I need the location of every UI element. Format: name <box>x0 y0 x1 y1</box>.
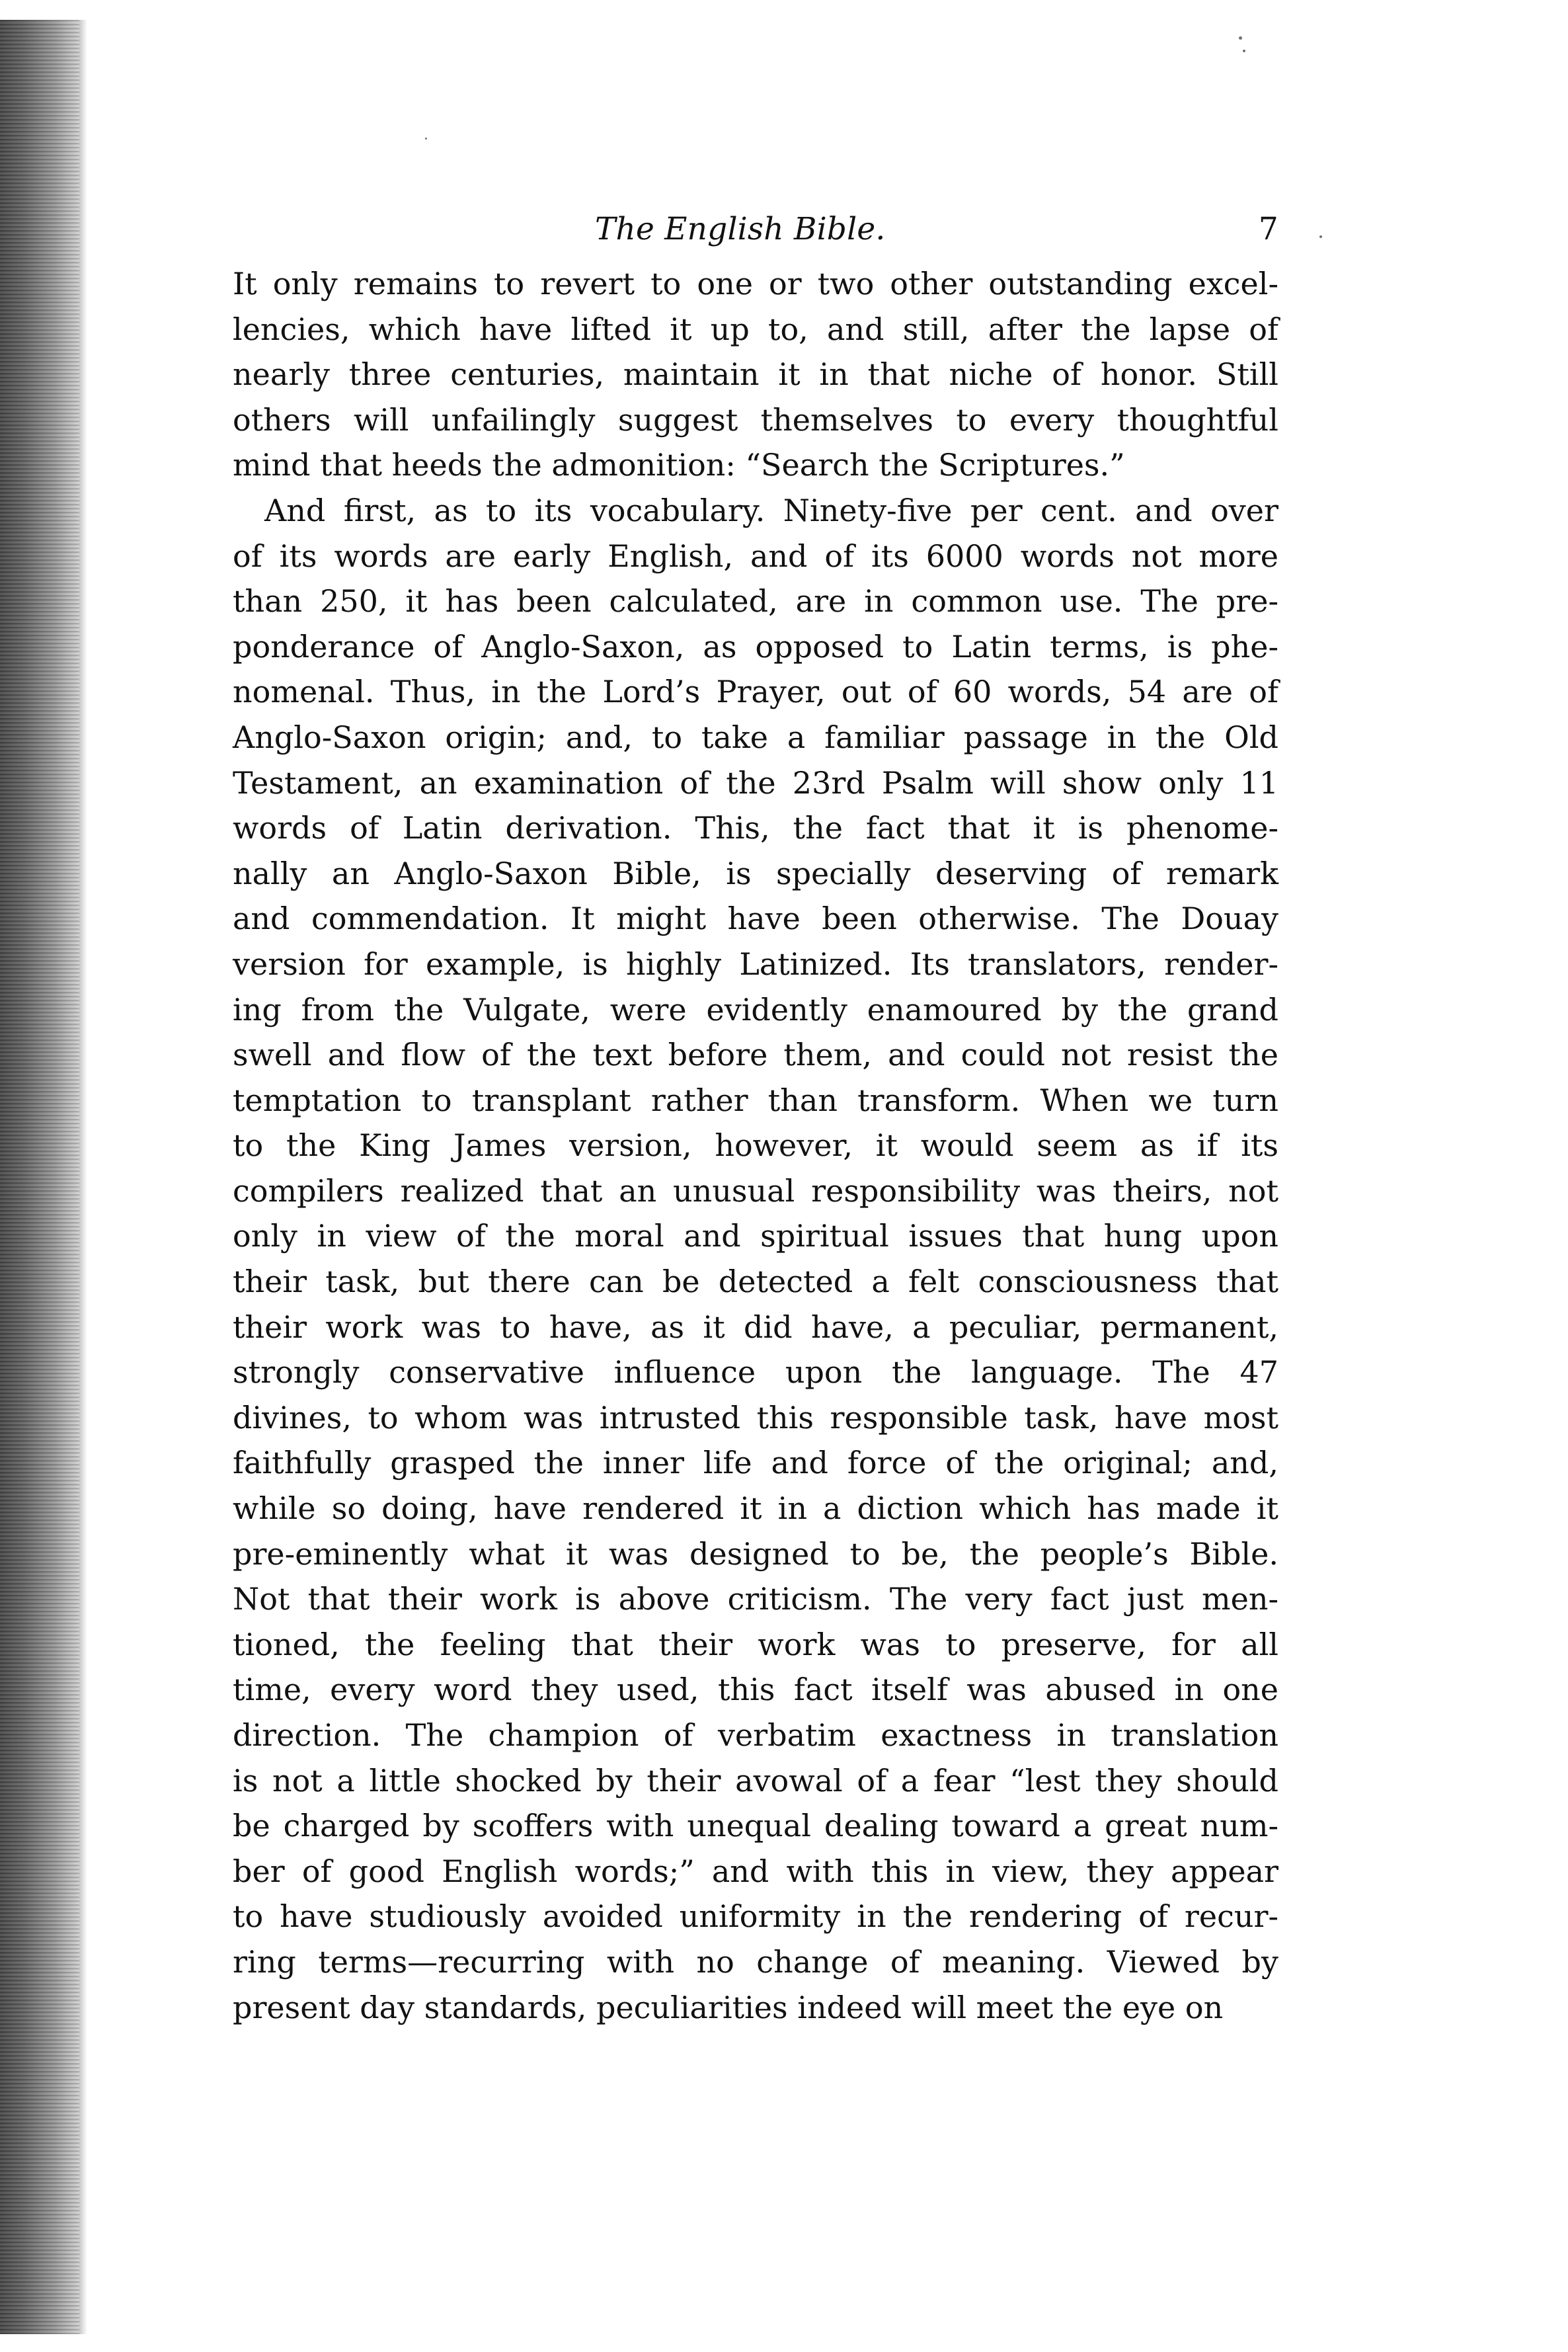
text-line: ber of good English words;” and with this in view, they appear <box>233 1853 1278 1889</box>
text-line: ponderance of Anglo-Saxon, as opposed to Latin terms, is phe- <box>233 628 1278 665</box>
text-line: only in view of the moral and spiritual issues that hung upon <box>233 1218 1278 1254</box>
scan-speck <box>1243 50 1245 52</box>
text-line: and commendation. It might have been otherwise. The Douay <box>233 901 1278 937</box>
running-title: The English Bible. <box>595 211 886 247</box>
text-line: be charged by scoffers with unequal dealing toward a great num- <box>233 1808 1278 1844</box>
page-number: 7 <box>1258 211 1278 247</box>
text-line: Anglo-Saxon origin; and, to take a familiar passage in the Old <box>233 719 1278 755</box>
text-line: present day standards, peculiarities indeed will meet the eye on <box>233 1989 1224 2025</box>
scan-speck <box>1319 235 1322 238</box>
text-line: nomenal. Thus, in the Lord’s Prayer, out of 60 words, 54 are of <box>233 674 1278 710</box>
paragraph-2 <box>233 488 1278 2030</box>
text-line: time, every word they used, this fact itself was abused in one <box>233 1672 1278 1708</box>
running-head <box>233 202 1278 257</box>
text-line: tioned, the feeling that their work was to preserve, for all <box>233 1626 1278 1662</box>
scan-binding-edge <box>0 20 79 2334</box>
text-line: words of Latin derivation. This, the fact that it is phenome- <box>233 810 1278 846</box>
text-line: version for example, is highly Latinized. Its translators, render- <box>233 946 1278 982</box>
text-line: Testament, an examination of the 23rd Psalm will show only 11 <box>233 764 1278 801</box>
text-line: of its words are early English, and of its 6000 words not more <box>233 538 1278 574</box>
text-line: temptation to transplant rather than transform. When we turn <box>233 1082 1278 1118</box>
scan-speck <box>425 138 427 140</box>
text-line: ring terms—recurring with no change of meaning. Viewed by <box>233 1943 1278 1980</box>
scan-speck <box>1239 36 1242 40</box>
text-line: direction. The champion of verbatim exactness in translation <box>233 1717 1278 1753</box>
text-line: to the King James version, however, it would seem as if its <box>233 1127 1278 1164</box>
text-line: swell and flow of the text before them, and could not resist the <box>233 1037 1278 1073</box>
text-line: divines, to whom was intrusted this responsible task, have most <box>233 1399 1278 1436</box>
text-line: mind that heeds the admonition: “Search the Scriptures.” <box>233 447 1125 483</box>
text-line: their task, but there can be detected a felt consciousness that <box>233 1264 1278 1300</box>
text-line: nally an Anglo-Saxon Bible, is specially deserving of remark <box>233 855 1278 891</box>
text-line: others will unfailingly suggest themselves to every thoughtful <box>233 401 1278 438</box>
text-line: pre-eminently what it was designed to be, the people’s Bible. <box>233 1535 1278 1572</box>
book-page <box>233 202 1278 2245</box>
text-line: is not a little shocked by their avowal of a fear “lest they should <box>233 1762 1278 1799</box>
text-line: while so doing, have rendered it in a diction which has made it <box>233 1490 1278 1527</box>
text-line: than 250, it has been calculated, are in common use. The pre- <box>233 583 1278 620</box>
body-text <box>233 261 1278 2030</box>
text-line: It only remains to revert to one or two other outstanding excel- <box>233 266 1278 302</box>
text-line: faithfully grasped the inner life and force of the original; and, <box>233 1445 1278 1481</box>
text-line: compilers realized that an unusual responsibility was theirs, not <box>233 1172 1278 1209</box>
text-line: Not that their work is above criticism. The very fact just men- <box>233 1581 1278 1617</box>
text-line: lencies, which have lifted it up to, and still, after the lapse of <box>233 311 1278 347</box>
text-line: ing from the Vulgate, were evidently enamoured by the grand <box>233 991 1278 1028</box>
text-line: And first, as to its vocabulary. Ninety-five per cent. and over <box>264 492 1278 528</box>
text-line: nearly three centuries, maintain it in that niche of honor. Still <box>233 356 1278 393</box>
text-line: strongly conservative influence upon the language. The 47 <box>233 1354 1278 1391</box>
paragraph-1 <box>233 261 1278 488</box>
text-line: to have studiously avoided uniformity in the rendering of recur- <box>233 1898 1278 1935</box>
text-line: their work was to have, as it did have, a peculiar, permanent, <box>233 1309 1278 1345</box>
